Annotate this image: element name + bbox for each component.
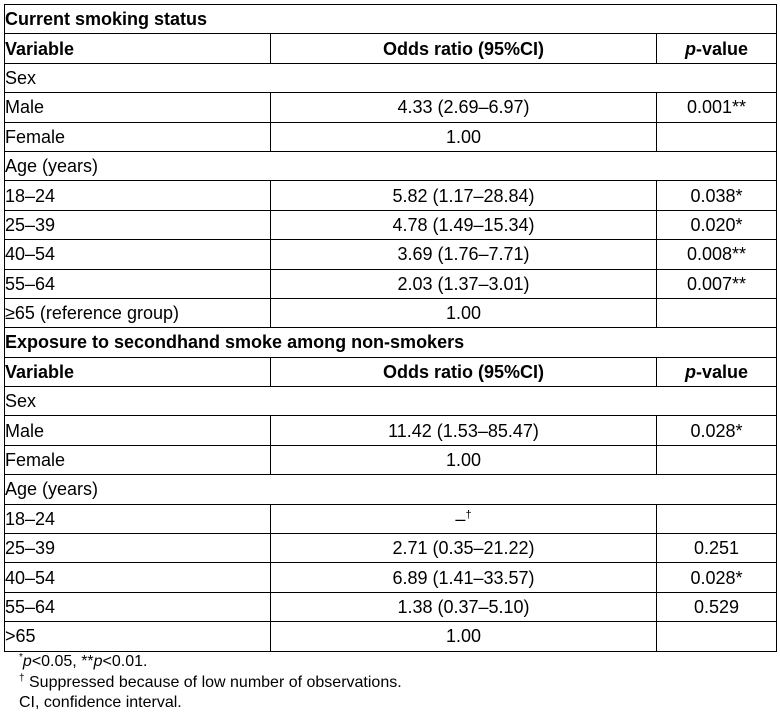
- row-label: Female: [5, 122, 271, 151]
- footnote-text: <0.05, **: [31, 653, 94, 670]
- header-variable: Variable: [5, 357, 271, 386]
- group-row-sex: [5, 63, 777, 92]
- header-p-rest: -value: [696, 38, 749, 59]
- p-value-cell: 0.251: [657, 534, 777, 563]
- p-value-cell: 0.001**: [657, 93, 777, 122]
- header-variable: Variable: [5, 34, 271, 63]
- group-row-age: [5, 475, 777, 504]
- odds-ratio-cell: 1.00: [271, 122, 657, 151]
- table-header-row: [5, 34, 777, 63]
- odds-ratio-cell: 1.00: [271, 622, 657, 651]
- table-row: [5, 592, 777, 621]
- odds-ratio-cell: 11.42 (1.53–85.47): [271, 416, 657, 445]
- odds-ratio-cell: 3.69 (1.76–7.71): [271, 240, 657, 269]
- header-p-italic: p: [685, 38, 696, 59]
- p-value-cell: 0.007**: [657, 269, 777, 298]
- table-footnotes: [19, 652, 402, 714]
- odds-ratio-cell: [271, 504, 657, 533]
- p-value-cell: [657, 445, 777, 474]
- header-odds-ratio: Odds ratio (95%CI): [271, 357, 657, 386]
- table-row: [5, 622, 777, 651]
- table-header-row: [5, 357, 777, 386]
- p-value-cell: 0.038*: [657, 181, 777, 210]
- footnote-text: <0.01.: [102, 653, 148, 670]
- odds-ratio-cell: 1.00: [271, 445, 657, 474]
- row-label: 55–64: [5, 269, 271, 298]
- p-value-cell: 0.529: [657, 592, 777, 621]
- odds-ratio-cell: 1.00: [271, 298, 657, 327]
- table-row: [5, 93, 777, 122]
- p-value-cell: 0.028*: [657, 416, 777, 445]
- table-row: [5, 298, 777, 327]
- header-odds-ratio: Odds ratio (95%CI): [271, 34, 657, 63]
- table-row: [5, 563, 777, 592]
- odds-ratio-cell: 1.38 (0.37–5.10): [271, 592, 657, 621]
- odds-ratio-cell: 2.03 (1.37–3.01): [271, 269, 657, 298]
- odds-ratio-cell: 2.71 (0.35–21.22): [271, 534, 657, 563]
- odds-ratio-table: [4, 4, 777, 652]
- p-value-cell: 0.028*: [657, 563, 777, 592]
- table-row: [5, 445, 777, 474]
- row-label: Female: [5, 445, 271, 474]
- header-p-italic: p: [685, 361, 696, 382]
- header-p-rest: -value: [696, 361, 749, 382]
- header-p-value: [657, 34, 777, 63]
- row-label: 25–39: [5, 534, 271, 563]
- p-value-cell: [657, 122, 777, 151]
- row-label: 18–24: [5, 504, 271, 533]
- row-label: 40–54: [5, 240, 271, 269]
- p-value-cell: 0.008**: [657, 240, 777, 269]
- group-label: Sex: [5, 63, 777, 92]
- footnote-dagger: †: [19, 672, 25, 684]
- section-title-row: [5, 5, 777, 34]
- table-row: [5, 504, 777, 533]
- table-row: [5, 416, 777, 445]
- group-row-age: [5, 151, 777, 180]
- footnote-star: *: [19, 652, 23, 663]
- footnote-p-italic: p: [93, 653, 103, 670]
- row-label: 40–54: [5, 563, 271, 592]
- row-label: >65: [5, 622, 271, 651]
- dagger-footnote: [19, 673, 402, 694]
- significance-footnote: [19, 652, 402, 673]
- ci-footnote: CI, confidence interval.: [19, 694, 182, 711]
- table-row: [5, 210, 777, 239]
- table-row: [5, 122, 777, 151]
- odds-ratio-cell: 6.89 (1.41–33.57): [271, 563, 657, 592]
- section-title: Current smoking status: [5, 5, 777, 34]
- table-row: [5, 269, 777, 298]
- p-value-cell: 0.020*: [657, 210, 777, 239]
- table-row: [5, 240, 777, 269]
- footnote-text: Suppressed because of low number of observations.: [24, 673, 402, 691]
- p-value-cell: [657, 504, 777, 533]
- dagger-mark: †: [465, 508, 472, 521]
- table-row: [5, 181, 777, 210]
- row-label: 55–64: [5, 592, 271, 621]
- section-title: Exposure to secondhand smoke among non-smokers: [5, 328, 777, 357]
- odds-ratio-cell: 5.82 (1.17–28.84): [271, 181, 657, 210]
- odds-ratio-cell: 4.33 (2.69–6.97): [271, 93, 657, 122]
- group-label: Age (years): [5, 151, 777, 180]
- p-value-cell: [657, 298, 777, 327]
- group-label: Sex: [5, 387, 777, 416]
- group-label: Age (years): [5, 475, 777, 504]
- row-label: 18–24: [5, 181, 271, 210]
- section-title-row: [5, 328, 777, 357]
- row-label: ≥65 (reference group): [5, 298, 271, 327]
- group-row-sex: [5, 387, 777, 416]
- row-label: 25–39: [5, 210, 271, 239]
- row-label: Male: [5, 93, 271, 122]
- odds-ratio-cell: 4.78 (1.49–15.34): [271, 210, 657, 239]
- suppressed-dash: –: [455, 508, 466, 529]
- header-p-value: [657, 357, 777, 386]
- table-row: [5, 534, 777, 563]
- p-value-cell: [657, 622, 777, 651]
- row-label: Male: [5, 416, 271, 445]
- footnote-p-italic: p: [22, 653, 32, 670]
